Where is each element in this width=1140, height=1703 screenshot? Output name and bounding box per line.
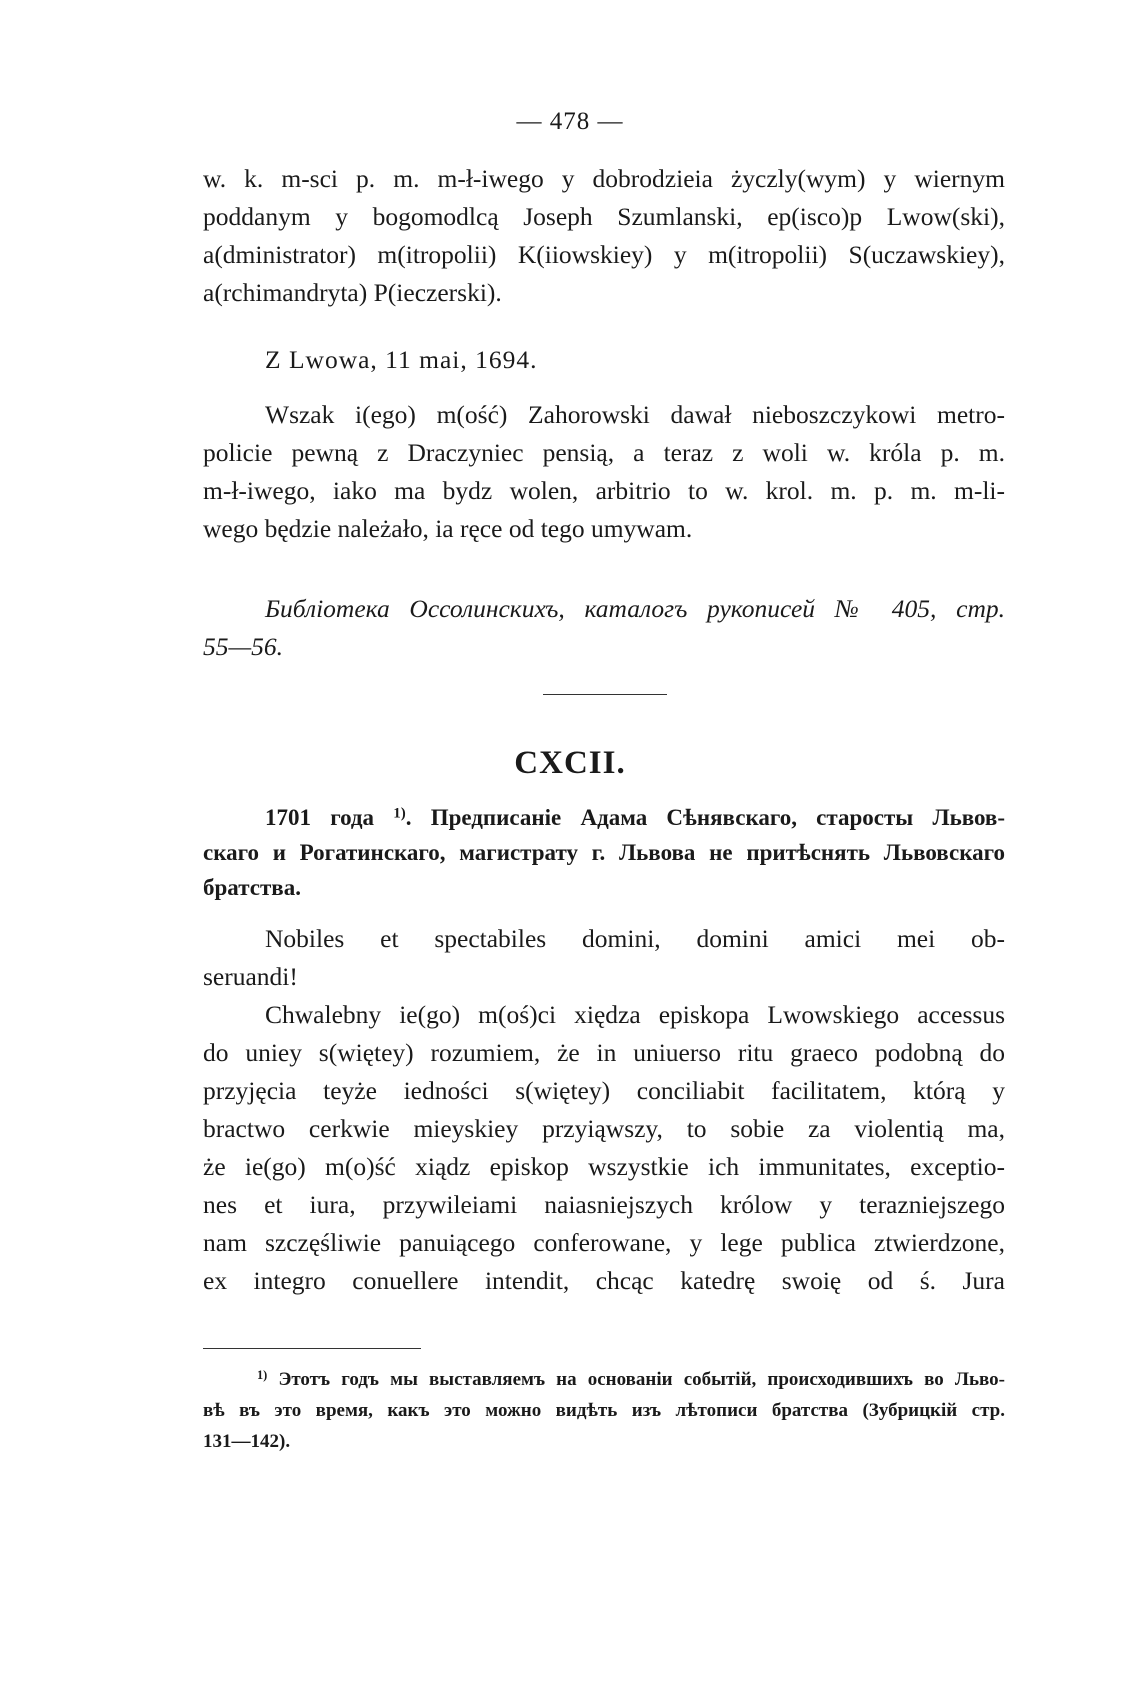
heading-line [265, 800, 1005, 835]
footnote-reference: 1) [393, 805, 406, 822]
heading-line: скаго и Рогатинскаго, магистрату г. Львова не притѣснять Львовскаго [203, 840, 1005, 865]
page-number: — 478 — [516, 108, 624, 135]
text-line: Wszak i(ego) m(ość) Zahorowski dawał nieboszczykowi metro- [265, 400, 1005, 429]
letter-closing [203, 160, 1005, 312]
footnote-line: 131—142). [203, 1431, 291, 1452]
document-body [203, 996, 1005, 1300]
text-line: Chwalebny ie(go) m(oś)ci xiędza episkopa Lwowskiego accessus [265, 1000, 1005, 1029]
text-line: bractwo cerkwie mieyskiey przyiąwszy, to sobie za violentią ma, [203, 1114, 1005, 1143]
text-line: wego będzie należało, ia ręce od tego umywam. [203, 514, 693, 543]
section-title: CXCII. [514, 745, 626, 781]
date-line: Z Lwowa, 11 mai, 1694. [265, 345, 538, 374]
text-line: policie pewną z Draczyniec pensią, a teraz z woli w. króla p. m. [203, 438, 1005, 467]
text-line: a(dministrator) m(itropolii) K(iiowskiey) y m(itropolii) S(uczawskiey), [203, 240, 1005, 269]
text-line: Nobiles et spectabiles domini, domini amici mei ob- [265, 924, 1005, 953]
footnote-line: вѣ въ это время, какъ это можно видѣть изъ лѣтописи братства (Зубрицкій стр. [203, 1400, 1005, 1421]
heading-text: . Предписаніе Адама Сѣнявскаго, старосты Львов- [405, 805, 1006, 830]
text-line: ex integro conuellere intendit, chcąc katedrę swoię od ś. Jura [203, 1266, 1005, 1295]
document-heading [203, 800, 1006, 905]
text-line: a(rchimandryta) P(ieczerski). [203, 278, 502, 307]
text-line: poddanym y bogomodlcą Joseph Szumlanski, ep(isco)p Lwow(ski), [203, 202, 1005, 231]
heading-line: братства. [203, 875, 301, 900]
footnote-line [203, 1364, 1005, 1395]
heading-year: 1701 года [265, 805, 375, 830]
text-line: nam szczęśliwie panuiącego conferowane, y lege publica ztwierdzone, [203, 1228, 1005, 1257]
document-salutation [203, 920, 1005, 996]
source-line: Библіотека Оссолинскихъ, каталогъ рукописей № 405, стр. [265, 594, 1005, 623]
text-line: seruandi! [203, 962, 298, 991]
footnote-mark: 1) [257, 1367, 268, 1382]
section-divider [543, 694, 667, 695]
postscript [203, 396, 1005, 548]
footnote-text: Этотъ годъ мы выставляемъ на основаніи событій, происходившихъ во Льво- [278, 1369, 1006, 1390]
footnote-rule [203, 1348, 421, 1349]
source-line: 55—56. [203, 632, 284, 661]
text-line: w. k. m-sci p. m. m-ł-iwego y dobrodzieia życzly(wym) y wiernym [203, 164, 1005, 193]
text-line: że ie(go) m(o)ść xiądz episkop wszystkie ich immunitates, exceptio- [203, 1152, 1005, 1181]
text-line: nes et iura, przywileiami naiasniejszych królow y terazniejszego [203, 1190, 1005, 1219]
text-line: m-ł-iwego, iako ma bydz wolen, arbitrio to w. krol. m. p. m. m-li- [203, 476, 1005, 505]
source-citation [203, 590, 1005, 666]
footnotes [203, 1364, 1005, 1457]
text-line: przyjęcia teyże iedności s(więtey) conciliabit facilitatem, którą y [203, 1076, 1005, 1105]
text-line: do uniey s(więtey) rozumiem, że in uniuerso ritu graeco podobną do [203, 1038, 1005, 1067]
